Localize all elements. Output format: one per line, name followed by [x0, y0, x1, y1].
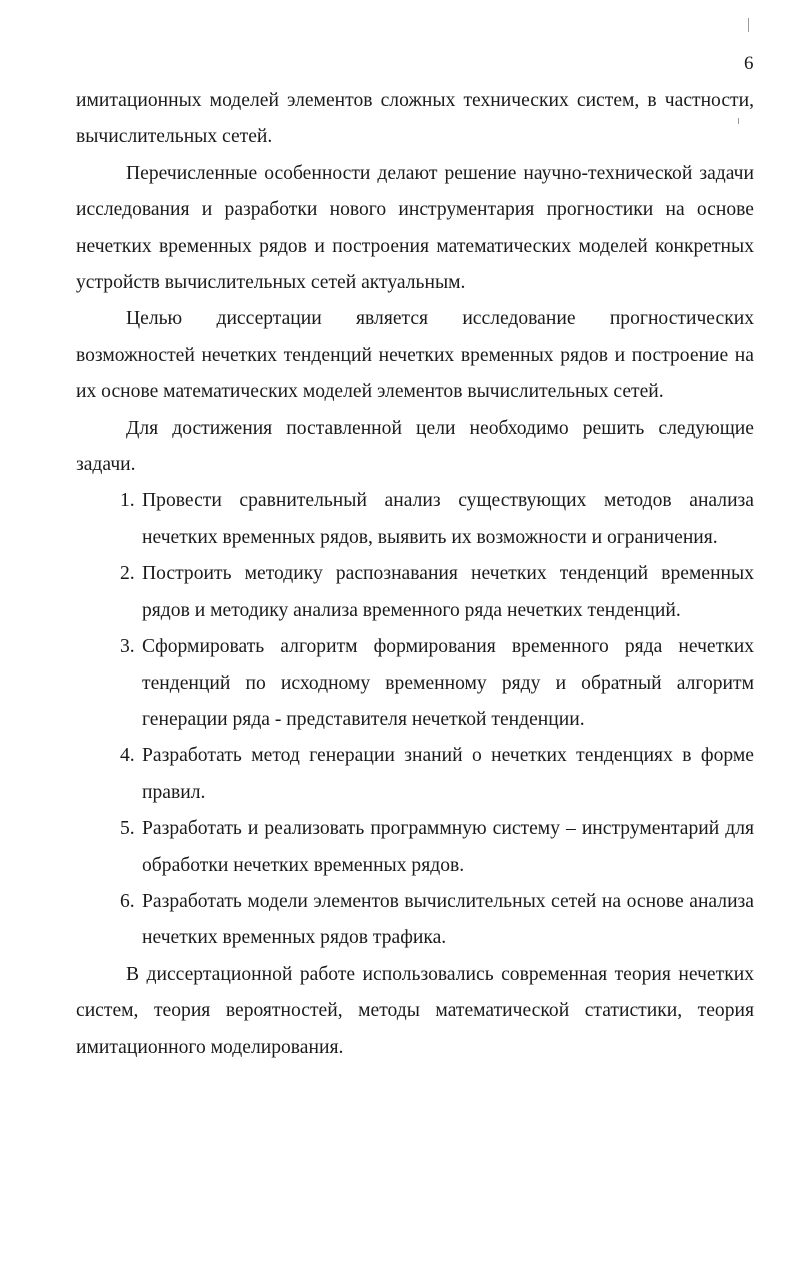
task-text: Провести сравнительный анализ существующих методов анализа нечетких временных рядов, выявить их возможности и ограничения.	[142, 490, 754, 548]
page-number: 6	[744, 53, 754, 74]
task-item-6	[76, 884, 754, 957]
task-number: 2.	[120, 563, 135, 585]
task-number: 5.	[120, 818, 135, 840]
task-text: Разработать и реализовать программную систему – инструментарий для обработки нечетких временных рядов.	[142, 818, 754, 876]
task-number: 1.	[120, 490, 135, 512]
task-number: 4.	[120, 745, 135, 767]
relevance-paragraph: Перечисленные особенности делают решение научно-технической задачи исследования и разработки нового инструментария прогностики на основе нечетких временных рядов и построения математических моделей конкретных устройств вычислительных сетей актуальным.	[76, 162, 754, 294]
task-number: 3.	[120, 636, 135, 658]
tasks-intro-paragraph: Для достижения поставленной цели необходимо решить следующие задачи.	[76, 417, 754, 476]
task-item-1	[76, 483, 754, 556]
task-item-4	[76, 738, 754, 811]
task-text: Разработать модели элементов вычислительных сетей на основе анализа нечетких временных рядов трафика.	[142, 890, 754, 949]
task-text: Разработать метод генерации знаний о нечетких тенденциях в форме правил.	[142, 745, 754, 803]
methods-paragraph: В диссертационной работе использовались современная теория нечетких систем, теория вероятностей, методы математической статистики, теория имитационного моделирования.	[76, 963, 754, 1058]
goal-paragraph: Целью диссертации является исследование прогностических возможностей нечетких тенденций нечетких временных рядов и построение на их основе математических моделей элементов вычислительных сетей.	[76, 308, 754, 403]
task-item-5	[76, 811, 754, 884]
task-number: 6.	[120, 890, 135, 912]
document-body	[76, 83, 754, 1066]
scan-artifact	[748, 18, 749, 32]
task-item-3	[76, 629, 754, 738]
task-text: Построить методику распознавания нечетких тенденций временных рядов и методику анализа временного ряда нечетких тенденций.	[142, 563, 754, 621]
task-item-2	[76, 556, 754, 629]
intro-continuation-paragraph: имитационных моделей элементов сложных технических систем, в частности, вычислительных сетей.	[76, 90, 754, 148]
task-text: Сформировать алгоритм формирования временного ряда нечетких тенденций по исходному временному ряду и обратный алгоритм генерации ряда - представителя нечеткой тенденции.	[142, 636, 754, 730]
tasks-list	[76, 483, 754, 956]
